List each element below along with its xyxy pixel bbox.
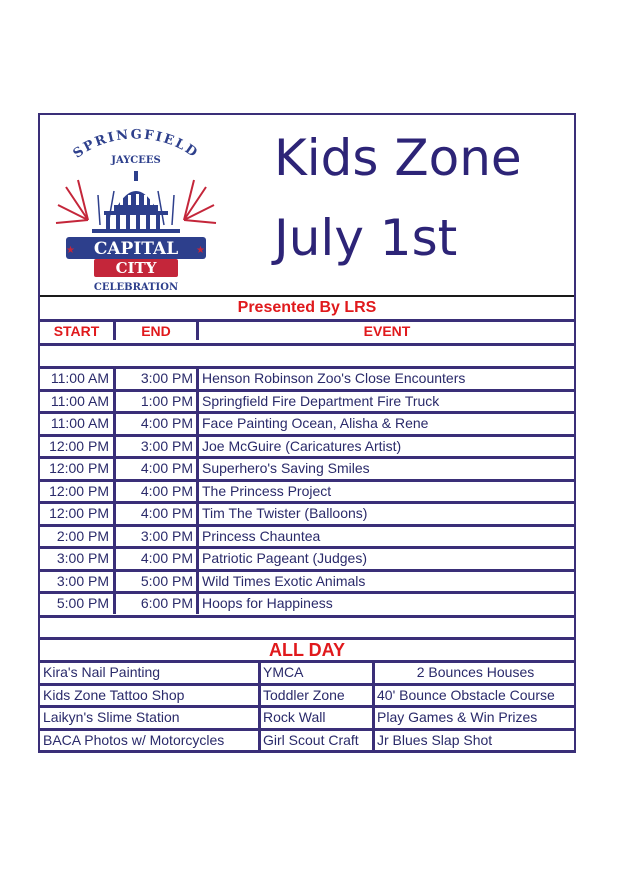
all-day-title: ALL DAY	[40, 637, 574, 660]
activity: YMCA	[263, 664, 304, 680]
flyer-sheet	[38, 113, 576, 753]
capital-city-celebration-logo	[48, 125, 224, 293]
activity: Kira's Nail Painting	[43, 664, 161, 680]
start-time: 5:00 PM	[56, 595, 109, 611]
activity: BACA Photos w/ Motorcycles	[43, 731, 225, 748]
event-name: Tim The Twister (Balloons)	[202, 505, 368, 521]
schedule-row	[40, 591, 574, 614]
end-time: 4:00 PM	[140, 505, 193, 521]
event-name: Hoops for Happiness	[202, 595, 333, 611]
event-name: Princess Chauntea	[202, 527, 321, 544]
start-time: 11:00 AM	[50, 415, 109, 431]
end-time: 4:00 PM	[140, 482, 193, 499]
svg-text:CAPITAL: CAPITAL	[93, 239, 179, 259]
all-day-row	[40, 683, 574, 706]
schedule-row	[40, 456, 574, 479]
start-time: 12:00 PM	[49, 482, 109, 499]
activity: Kids Zone Tattoo Shop	[43, 686, 185, 703]
svg-text:CITY: CITY	[115, 259, 157, 277]
header-end: END	[141, 323, 171, 339]
schedule-row	[40, 411, 574, 434]
event-name: Face Painting Ocean, Alisha & Rene	[202, 415, 429, 431]
end-time: 6:00 PM	[140, 595, 193, 611]
flyer-header	[40, 115, 574, 295]
end-time: 4:00 PM	[140, 415, 193, 431]
end-time: 4:00 PM	[140, 550, 193, 566]
header-start: START	[53, 323, 100, 339]
schedule-row	[40, 366, 574, 389]
svg-text:★: ★	[66, 245, 75, 256]
start-time: 2:00 PM	[56, 527, 109, 544]
activity: Girl Scout Craft	[263, 731, 359, 748]
schedule-row	[40, 569, 574, 592]
schedule-row	[40, 524, 574, 547]
event-name: Henson Robinson Zoo's Close Encounters	[202, 370, 466, 386]
end-time: 3:00 PM	[140, 437, 193, 454]
end-time: 1:00 PM	[140, 392, 193, 409]
activity: 2 Bounces Houses	[416, 664, 535, 680]
all-day-row	[40, 660, 574, 683]
start-time: 12:00 PM	[49, 437, 109, 454]
activity: Laikyn's Slime Station	[43, 709, 180, 725]
start-time: 3:00 PM	[56, 550, 109, 566]
all-day-row	[40, 728, 574, 751]
event-name: Joe McGuire (Caricatures Artist)	[202, 437, 402, 454]
schedule-header-row	[40, 319, 574, 340]
svg-text:JAYCEES: JAYCEES	[111, 155, 161, 166]
event-name: The Princess Project	[202, 482, 332, 499]
start-time: 12:00 PM	[49, 505, 109, 521]
svg-text:SPRINGFIELD: SPRINGFIELD	[70, 127, 202, 162]
schedule-row	[40, 546, 574, 569]
end-time: 4:00 PM	[140, 460, 193, 476]
header-event: EVENT	[363, 323, 411, 339]
activity: Play Games & Win Prizes	[377, 709, 538, 725]
event-name: Patriotic Pageant (Judges)	[202, 550, 367, 566]
start-time: 12:00 PM	[49, 460, 109, 476]
activity: Rock Wall	[263, 709, 326, 725]
spacer-row	[40, 615, 574, 639]
svg-text:CELEBRATION: CELEBRATION	[93, 282, 179, 293]
end-time: 3:00 PM	[140, 370, 193, 386]
start-time: 3:00 PM	[56, 572, 109, 589]
end-time: 5:00 PM	[140, 572, 193, 589]
all-day-row	[40, 705, 574, 728]
start-time: 11:00 AM	[50, 370, 109, 386]
spacer-row	[40, 343, 574, 367]
svg-text:★: ★	[196, 245, 205, 256]
bottom-rule	[40, 750, 574, 753]
event-name: Superhero's Saving Smiles	[202, 460, 370, 476]
title-date: July 1st	[274, 209, 458, 267]
presented-by: Presented By LRS	[40, 295, 574, 319]
end-time: 3:00 PM	[140, 527, 193, 544]
event-name: Springfield Fire Department Fire Truck	[202, 392, 440, 409]
schedule-row	[40, 434, 574, 457]
schedule-row	[40, 389, 574, 412]
schedule-row	[40, 501, 574, 524]
start-time: 11:00 AM	[50, 392, 109, 409]
title-kids-zone: Kids Zone	[274, 129, 522, 187]
activity: Jr Blues Slap Shot	[377, 731, 493, 748]
event-name: Wild Times Exotic Animals	[202, 572, 366, 589]
schedule-row	[40, 479, 574, 502]
activity: Toddler Zone	[263, 686, 345, 703]
activity: 40' Bounce Obstacle Course	[377, 686, 555, 703]
